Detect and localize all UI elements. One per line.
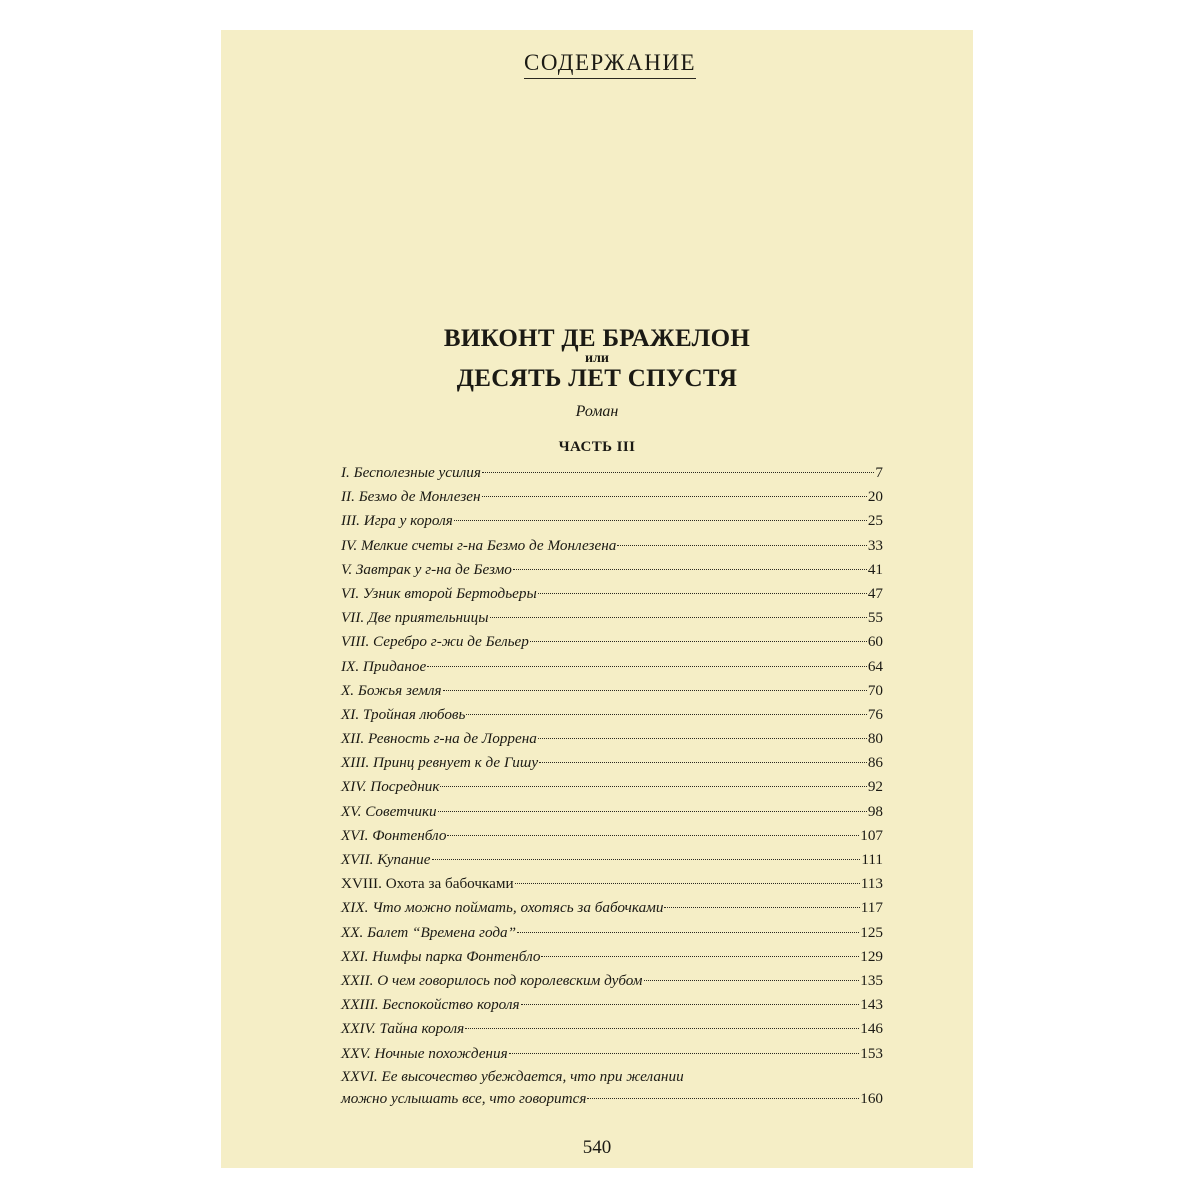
toc-entry-title: XXII. О чем говорилось под королевским дубом	[341, 971, 643, 989]
dot-leader	[490, 617, 867, 618]
toc-entry-title: XX. Балет “Времена года”	[341, 923, 517, 941]
book-title-line1: ВИКОНТ ДЕ БРАЖЕЛОН	[443, 325, 751, 352]
toc-entry-page: 64	[867, 657, 883, 675]
toc-entry-page: 98	[867, 802, 883, 820]
toc-entry	[341, 582, 883, 606]
book-title-line2: ДЕСЯТЬ ЛЕТ СПУСТЯ	[456, 365, 738, 392]
toc-entry	[341, 461, 883, 485]
toc-entry-title: XIV. Посредник	[341, 778, 440, 796]
toc-entry	[341, 969, 883, 993]
dot-leader	[427, 666, 867, 667]
toc-entry-page: 80	[867, 730, 883, 748]
toc-entry-page: 20	[867, 488, 883, 506]
dot-leader	[513, 569, 867, 570]
toc-entry-page: 55	[867, 609, 883, 627]
dot-leader	[587, 1098, 859, 1099]
toc-entry-page: 41	[867, 560, 883, 578]
toc-entry	[341, 751, 883, 775]
toc-entry	[341, 655, 883, 679]
running-head: СОДЕРЖАНИЕ	[524, 50, 696, 79]
toc-entry-page: 70	[867, 681, 883, 699]
dot-leader	[515, 883, 860, 884]
toc-entry-page: 60	[867, 633, 883, 651]
toc-entry-title: V. Завтрак у г-на де Безмо	[341, 560, 512, 578]
toc-entry-title: II. Безмо де Монлезен	[341, 488, 481, 506]
toc-entry-line2	[341, 1088, 883, 1110]
toc-entry	[341, 921, 883, 945]
toc-entry	[341, 630, 883, 654]
toc-entry-page: 33	[867, 536, 883, 554]
toc-entry-title: XXIV. Тайна короля	[341, 1020, 465, 1038]
toc-entry-title: VI. Узник второй Бертодьеры	[341, 584, 537, 602]
dot-leader	[443, 690, 867, 691]
toc-entry-page: 117	[860, 899, 883, 917]
toc-entry	[341, 824, 883, 848]
toc-entry	[341, 509, 883, 533]
page-number: 540	[582, 1137, 612, 1158]
dot-leader	[466, 714, 866, 715]
title-block	[221, 326, 973, 456]
toc-entry-page: 92	[867, 778, 883, 796]
toc-entry-title: I. Бесполезные усилия	[341, 464, 481, 481]
toc-entry	[341, 679, 883, 703]
toc-entry-title: XIX. Что можно поймать, охотясь за бабочками	[341, 899, 664, 917]
toc-entry-title: XII. Ревность г-на де Лоррена	[341, 730, 537, 748]
toc-entry-title: XVI. Фонтенбло	[341, 826, 447, 844]
toc-entry-page: 146	[860, 1020, 883, 1038]
toc-entry-page: 111	[861, 851, 883, 868]
book-page	[221, 30, 973, 1168]
dot-leader	[440, 786, 866, 787]
toc-entry-page: 143	[860, 996, 883, 1014]
toc-entry-title: III. Игра у короля	[341, 512, 453, 530]
toc-entry-title: IV. Мелкие счеты г-на Безмо де Монлезена	[341, 536, 617, 554]
toc-entry-title: XXI. Нимфы парка Фонтенбло	[341, 947, 541, 965]
toc-entry-title: XXVI. Ее высочество убеждается, что при желании	[341, 1067, 684, 1085]
toc-entry-title: IX. Приданое	[341, 657, 427, 675]
dot-leader	[538, 593, 867, 594]
dot-leader	[454, 520, 867, 521]
dot-leader	[465, 1028, 859, 1029]
toc-entry	[341, 993, 883, 1017]
toc-entry	[341, 703, 883, 727]
toc-entry	[341, 800, 883, 824]
table-of-contents	[341, 461, 883, 1110]
toc-entry-page: 7	[875, 464, 883, 481]
toc-entry	[341, 896, 883, 920]
toc-entry	[341, 534, 883, 558]
toc-entry	[341, 727, 883, 751]
toc-entry-title: XIII. Принц ревнует к де Гишу	[341, 754, 539, 772]
toc-entry-page: 86	[867, 754, 883, 772]
toc-entry-title: VII. Две приятельницы	[341, 609, 489, 627]
dot-leader	[521, 1004, 860, 1005]
toc-entry	[341, 945, 883, 969]
toc-entry	[341, 1066, 883, 1110]
toc-entry-page: 129	[860, 947, 883, 965]
dot-leader	[539, 762, 867, 763]
toc-entry	[341, 872, 883, 896]
toc-entry-title: XV. Советчики	[341, 802, 437, 820]
dot-leader	[482, 496, 867, 497]
toc-entry-title: XXV. Ночные похождения	[341, 1044, 508, 1062]
toc-entry-page: 76	[867, 705, 883, 723]
dot-leader	[541, 956, 859, 957]
toc-entry	[341, 1042, 883, 1066]
dot-leader	[447, 835, 859, 836]
toc-entry-page: 25	[867, 512, 883, 530]
dot-leader	[664, 907, 859, 908]
dot-leader	[432, 859, 861, 860]
toc-entry-page: 47	[867, 584, 883, 602]
dot-leader	[509, 1053, 860, 1054]
part-heading: ЧАСТЬ III	[558, 439, 636, 455]
toc-entry	[341, 1017, 883, 1041]
toc-entry	[341, 558, 883, 582]
book-title-connector: или	[585, 351, 609, 366]
toc-entry-page: 160	[860, 1089, 883, 1107]
dot-leader	[538, 738, 867, 739]
toc-entry-title: XXIII. Беспокойство короля	[341, 996, 520, 1014]
toc-entry-page: 153	[860, 1044, 883, 1062]
toc-entry-title: X. Божья земля	[341, 681, 442, 699]
toc-entry-title: VIII. Серебро г-жи де Бельер	[341, 633, 529, 651]
toc-entry	[341, 606, 883, 630]
dot-leader	[530, 641, 867, 642]
genre-label: Роман	[575, 403, 619, 420]
toc-entry-title: XVII. Купание	[341, 851, 431, 868]
toc-entry-page: 107	[860, 826, 883, 844]
dot-leader	[482, 472, 875, 473]
toc-entry	[341, 485, 883, 509]
toc-entry	[341, 775, 883, 799]
toc-entry	[341, 848, 883, 872]
toc-entry-title: XI. Тройная любовь	[341, 705, 466, 723]
dot-leader	[517, 932, 859, 933]
toc-entry-title-continued: можно услышать все, что говорится	[341, 1089, 587, 1107]
toc-entry-page: 135	[860, 971, 883, 989]
dot-leader	[617, 545, 866, 546]
toc-entry-page: 113	[860, 875, 883, 893]
toc-entry-title: XVIII. Охота за бабочками	[341, 875, 514, 893]
dot-leader	[644, 980, 860, 981]
toc-entry-page: 125	[860, 923, 883, 941]
dot-leader	[438, 811, 867, 812]
